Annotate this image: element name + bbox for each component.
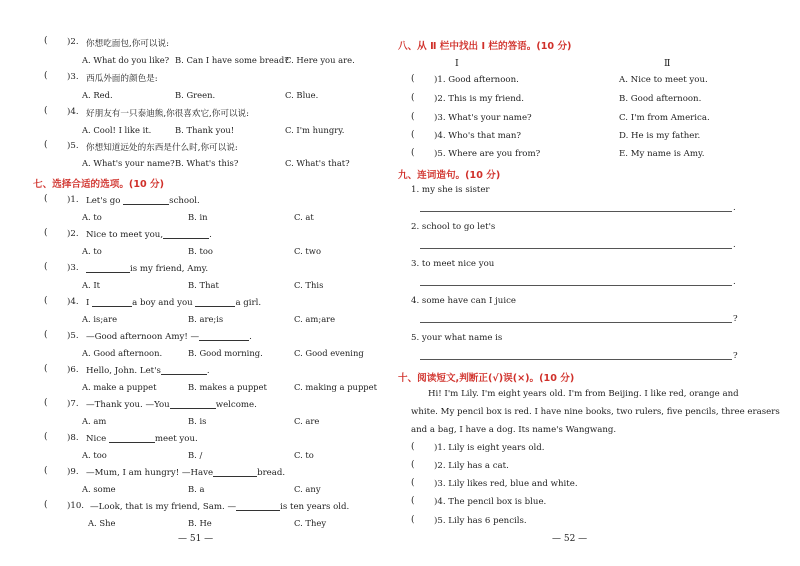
option-c: C. two <box>294 246 322 256</box>
match-right: A. Nice to meet you. <box>619 75 708 85</box>
option-c: C. This <box>294 280 324 290</box>
section10-heading: 十、阅读短文,判断正(√)误(×)。(10 分) <box>398 373 575 384</box>
option-b: B. Can I have some bread? <box>175 55 289 65</box>
option-a: A. Good afternoon. <box>82 348 163 358</box>
question-number: )10. <box>67 501 85 511</box>
option-b: B. He <box>188 518 212 528</box>
question-stem: —Look, that is my friend, Sam. — is ten years old. <box>90 502 350 512</box>
option-a: A. Red. <box>82 90 113 100</box>
answer-paren[interactable]: ( <box>411 93 415 103</box>
answer-paren[interactable]: ( <box>44 106 48 116</box>
question-number: )9. <box>67 467 79 477</box>
option-c: C. are <box>294 416 320 426</box>
answer-paren[interactable]: ( <box>411 130 415 140</box>
match-right: D. He is my father. <box>619 131 701 141</box>
fill-blank[interactable] <box>109 433 155 443</box>
option-b: B. are;is <box>188 314 224 324</box>
answer-paren[interactable]: ( <box>411 112 415 122</box>
option-b: B. too <box>188 246 213 256</box>
option-a: A. to <box>82 212 102 222</box>
scrambled-words: 2. school to go let's <box>411 222 496 232</box>
question-stem: —Good afternoon Amy! — . <box>86 332 252 342</box>
match-right: B. Good afternoon. <box>619 94 702 104</box>
question-number: )3. <box>67 72 79 82</box>
option-a: A. too <box>82 450 107 460</box>
option-a: A. some <box>82 484 116 494</box>
match-left: )2. This is my friend. <box>434 94 524 104</box>
option-c: C. They <box>294 518 327 528</box>
question-text: 好朋友有一只泰迪熊,你很喜欢它,你可以说: <box>86 109 250 119</box>
answer-paren[interactable]: ( <box>44 140 48 150</box>
fill-blank[interactable] <box>163 229 209 239</box>
match-right: C. I'm from America. <box>619 113 710 123</box>
scrambled-words: 1. my she is sister <box>411 185 490 195</box>
page-number: — 51 — <box>178 534 214 544</box>
answer-paren[interactable]: ( <box>44 71 48 81</box>
passage-line: and a bag, I have a dog. Its name's Wangwang. <box>411 425 617 435</box>
option-b: B. in <box>188 212 208 222</box>
judge-statement: )1. Lily is eight years old. <box>434 443 545 453</box>
answer-paren[interactable]: ( <box>411 148 415 158</box>
option-b: B. is <box>188 416 207 426</box>
option-a: A. make a puppet <box>82 382 157 392</box>
option-a: A. Cool! I like it. <box>82 125 152 135</box>
option-c: C. I'm hungry. <box>285 125 345 135</box>
question-number: )2. <box>67 229 79 239</box>
option-a: A. What's your name? <box>82 158 175 168</box>
fill-blank[interactable] <box>86 263 130 273</box>
judge-statement: )5. Lily has 6 pencils. <box>434 516 527 526</box>
option-c: C. making a puppet <box>294 382 377 392</box>
option-c: C. to <box>294 450 314 460</box>
question-number: )5. <box>67 331 79 341</box>
scrambled-words: 5. your what name is <box>411 333 503 343</box>
question-text: 你想吃面包,你可以说: <box>86 39 169 49</box>
answer-paren[interactable]: ( <box>44 330 48 340</box>
option-c: C. at <box>294 212 314 222</box>
option-c: C. any <box>294 484 321 494</box>
option-c: C. Blue. <box>285 90 319 100</box>
question-stem: I a boy and you a girl. <box>86 298 262 308</box>
option-b: B. What's this? <box>175 158 239 168</box>
fill-blank[interactable] <box>161 365 207 375</box>
question-number: )7. <box>67 399 79 409</box>
end-mark: . <box>733 277 736 287</box>
answer-line[interactable] <box>420 285 732 286</box>
column-label-1: Ⅰ <box>455 58 459 69</box>
judge-statement: )3. Lily likes red, blue and white. <box>434 479 578 489</box>
answer-paren[interactable]: ( <box>44 364 48 374</box>
fill-blank[interactable] <box>170 399 216 409</box>
fill-blank[interactable] <box>123 195 169 205</box>
match-left: )1. Good afternoon. <box>434 75 519 85</box>
end-mark: ? <box>733 351 738 361</box>
answer-paren[interactable]: ( <box>411 515 415 525</box>
question-number: )4. <box>67 107 79 117</box>
fill-blank[interactable] <box>199 331 249 341</box>
option-b: B. Green. <box>175 90 216 100</box>
question-number: )6. <box>67 365 79 375</box>
question-stem: —Thank you. —You welcome. <box>86 400 257 410</box>
column-label-2: Ⅱ <box>664 58 671 69</box>
match-left: )3. What's your name? <box>434 113 532 123</box>
question-stem: is my friend, Amy. <box>86 263 208 274</box>
answer-paren[interactable]: ( <box>411 496 415 506</box>
match-left: )4. Who's that man? <box>434 131 522 141</box>
answer-paren[interactable]: ( <box>44 194 48 204</box>
question-text: 你想知道远处的东西是什么时,你可以说: <box>86 143 238 153</box>
question-number: )4. <box>67 297 79 307</box>
answer-paren[interactable]: ( <box>411 460 415 470</box>
match-right: E. My name is Amy. <box>619 149 705 159</box>
option-a: A. What do you like? <box>82 55 170 65</box>
option-b: B. makes a puppet <box>188 382 267 392</box>
option-b: B. a <box>188 484 205 494</box>
question-number: )3. <box>67 263 79 273</box>
question-stem: Nice meet you. <box>86 434 198 444</box>
fill-blank[interactable] <box>195 297 235 307</box>
question-stem: —Mum, I am hungry! —Have bread. <box>86 468 286 478</box>
option-b: B. Thank you! <box>175 125 235 135</box>
option-a: A. is;are <box>82 314 118 324</box>
answer-paren[interactable]: ( <box>44 296 48 306</box>
answer-line[interactable] <box>420 359 732 360</box>
question-stem: Nice to meet you, . <box>86 230 212 240</box>
question-number: )2. <box>67 37 79 47</box>
question-stem: Hello, John. Let's . <box>86 366 210 376</box>
question-number: )8. <box>67 433 79 443</box>
option-a: A. to <box>82 246 102 256</box>
fill-blank[interactable] <box>213 467 257 477</box>
judge-statement: )2. Lily has a cat. <box>434 461 509 471</box>
option-c: C. am;are <box>294 314 336 324</box>
answer-line[interactable] <box>420 211 732 212</box>
option-c: C. What's that? <box>285 158 350 168</box>
answer-paren[interactable]: ( <box>44 262 48 272</box>
answer-paren[interactable]: ( <box>44 36 48 46</box>
end-mark: ? <box>733 314 738 324</box>
option-b: B. / <box>188 450 203 460</box>
end-mark: . <box>733 240 736 250</box>
fill-blank[interactable] <box>92 297 132 307</box>
section8-heading: 八、从 Ⅱ 栏中找出 Ⅰ 栏的答语。(10 分) <box>398 41 572 52</box>
option-a: A. She <box>88 518 116 528</box>
passage-line: Hi! I'm Lily. I'm eight years old. I'm from Beijing. I like red, orange and <box>428 389 739 399</box>
match-left: )5. Where are you from? <box>434 149 541 159</box>
question-number: )1. <box>67 195 79 205</box>
option-b: B. That <box>188 280 219 290</box>
answer-line[interactable] <box>420 322 732 323</box>
answer-paren[interactable]: ( <box>44 432 48 442</box>
section9-heading: 九、连词造句。(10 分) <box>398 170 501 181</box>
option-a: A. It <box>82 280 101 290</box>
option-a: A. am <box>82 416 107 426</box>
question-number: )5. <box>67 141 79 151</box>
answer-line[interactable] <box>420 248 732 249</box>
question-text: 西瓜外面的颜色是: <box>86 74 158 84</box>
answer-paren[interactable]: ( <box>411 74 415 84</box>
option-c: C. Here you are. <box>285 55 355 65</box>
scrambled-words: 4. some have can I juice <box>411 296 516 306</box>
scrambled-words: 3. to meet nice you <box>411 259 495 269</box>
section7-heading: 七、选择合适的选项。(10 分) <box>33 179 164 190</box>
answer-paren[interactable]: ( <box>44 398 48 408</box>
passage-line: white. My pencil box is red. I have nine books, two rulers, five pencils, three erasers <box>411 407 780 417</box>
answer-paren[interactable]: ( <box>411 478 415 488</box>
option-c: C. Good evening <box>294 348 364 358</box>
answer-paren[interactable]: ( <box>44 228 48 238</box>
page-number: — 52 — <box>552 534 588 544</box>
question-stem: Let's go school. <box>86 196 200 206</box>
option-b: B. Good morning. <box>188 348 263 358</box>
answer-paren[interactable]: ( <box>44 466 48 476</box>
answer-paren[interactable]: ( <box>411 442 415 452</box>
end-mark: . <box>733 203 736 213</box>
fill-blank[interactable] <box>236 501 280 511</box>
judge-statement: )4. The pencil box is blue. <box>434 497 547 507</box>
answer-paren[interactable]: ( <box>44 500 48 510</box>
